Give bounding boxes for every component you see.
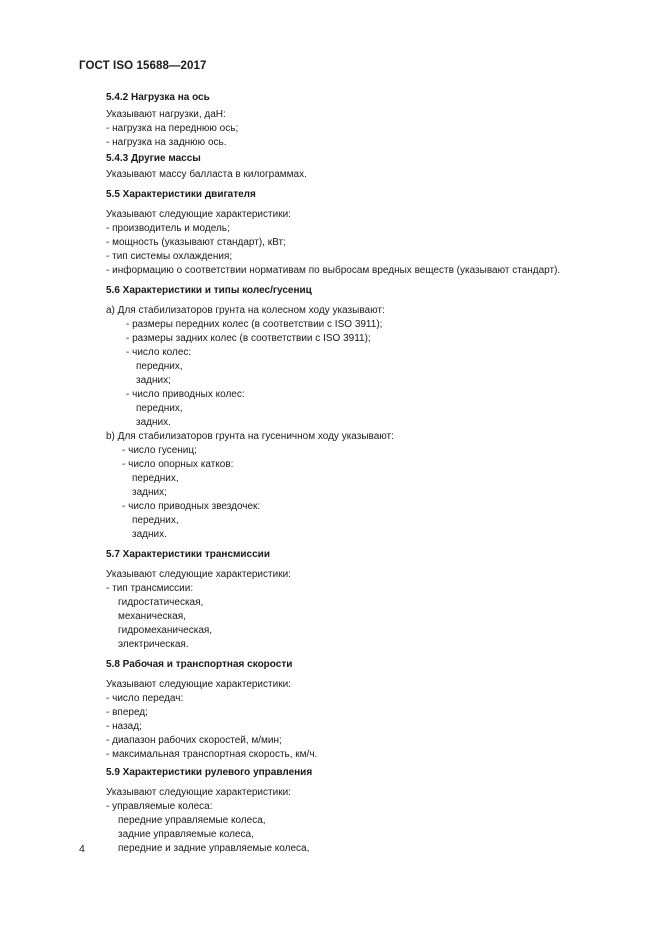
text-line: - нагрузка на переднюю ось;: [106, 123, 239, 134]
text-line: - назад;: [106, 721, 142, 732]
text-line: задних;: [136, 375, 171, 386]
section-heading: 5.5 Характеристики двигателя: [106, 189, 256, 200]
text-line: задние управляемые колеса,: [118, 829, 254, 840]
text-line: Указывают следующие характеристики:: [106, 209, 291, 220]
text-line: - управляемые колеса:: [106, 801, 213, 812]
text-line: передних,: [132, 473, 179, 484]
text-line: передних,: [136, 403, 183, 414]
text-line: - число колес:: [126, 347, 192, 358]
text-line: - размеры передних колес (в соответствии с ISO 3911);: [126, 319, 383, 330]
text-line: - тип трансмиссии:: [106, 583, 194, 594]
text-line: - число приводных звездочек:: [122, 501, 261, 512]
text-line: гидромеханическая,: [118, 625, 213, 636]
text-line: Указывают следующие характеристики:: [106, 569, 291, 580]
text-line: b) Для стабилизаторов грунта на гусеничном ходу указывают:: [106, 431, 394, 442]
text-line: - размеры задних колес (в соответствии с ISO 3911);: [126, 333, 371, 344]
section-heading: 5.9 Характеристики рулевого управления: [106, 767, 313, 778]
text-line: а) Для стабилизаторов грунта на колесном ходу указывают:: [106, 305, 385, 316]
text-line: - вперед;: [106, 707, 148, 718]
text-line: - число приводных колес:: [126, 389, 245, 400]
section-heading: 5.6 Характеристики и типы колес/гусениц: [106, 285, 312, 296]
text-line: - производитель и модель;: [106, 223, 230, 234]
text-line: - тип системы охлаждения;: [106, 251, 233, 262]
text-line: передние и задние управляемые колеса,: [118, 843, 310, 854]
text-line: Указывают следующие характеристики:: [106, 679, 291, 690]
text-line: передних,: [132, 515, 179, 526]
text-line: задних.: [136, 417, 171, 428]
section-heading: 5.8 Рабочая и транспортная скорости: [106, 659, 293, 670]
text-line: - информацию о соответствии нормативам по выбросам вредных веществ (указывают стандарт).: [106, 265, 561, 276]
section-heading: 5.4.3 Другие массы: [106, 153, 201, 164]
text-line: Указывают массу балласта в килограммах.: [106, 169, 307, 180]
text-line: электрическая.: [118, 639, 189, 650]
text-line: - нагрузка на заднюю ось.: [106, 137, 227, 148]
text-line: - диапазон рабочих скоростей, м/мин;: [106, 735, 282, 746]
section-heading: 5.7 Характеристики трансмиссии: [106, 549, 270, 560]
text-line: передние управляемые колеса,: [118, 815, 266, 826]
text-line: задних;: [132, 487, 167, 498]
page-number: 4: [79, 843, 85, 855]
text-line: передних,: [136, 361, 183, 372]
text-line: - число опорных катков:: [122, 459, 234, 470]
document-header: ГОСТ ISO 15688—2017: [79, 60, 207, 72]
text-line: - максимальная транспортная скорость, км/ч.: [106, 749, 318, 760]
text-line: гидростатическая,: [118, 597, 204, 608]
text-line: Указывают нагрузки, даН:: [106, 109, 226, 120]
text-line: - мощность (указывают стандарт), кВт;: [106, 237, 286, 248]
text-line: - число гусениц;: [122, 445, 197, 456]
text-line: - число передач:: [106, 693, 184, 704]
text-line: Указывают следующие характеристики:: [106, 787, 291, 798]
text-line: механическая,: [118, 611, 186, 622]
section-heading: 5.4.2 Нагрузка на ось: [106, 92, 210, 103]
text-line: задних.: [132, 529, 167, 540]
